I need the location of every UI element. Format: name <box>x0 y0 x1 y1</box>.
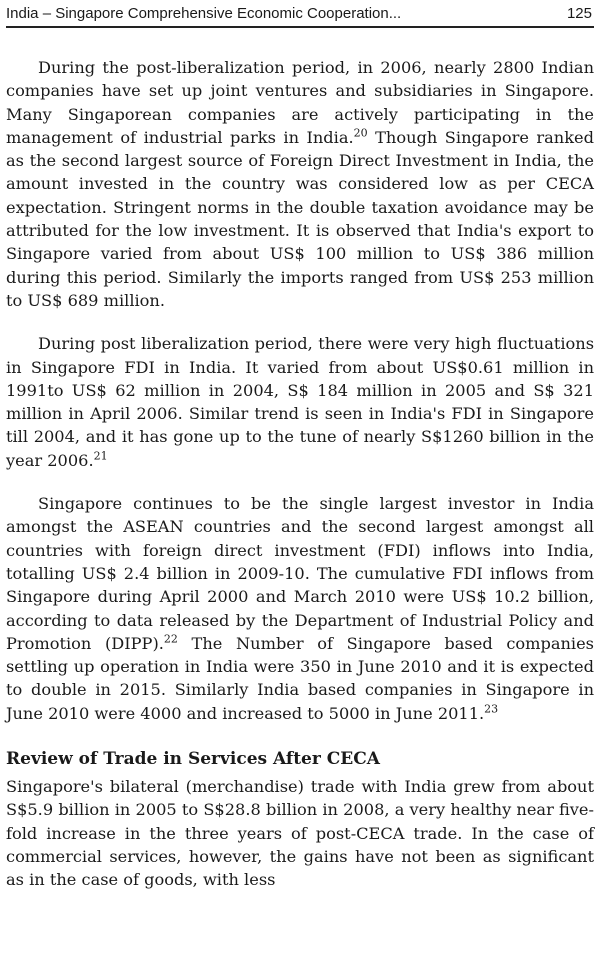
paragraph-4: Singapore's bilateral (merchandise) trade with India grew from about S$5.9 billion in 2005 to S$28.8 billion in 2008, a very healthy near five-fold increase in the three years of post-CECA trade. In the case of commercial services, however, the gains have not been as significant as in the case of goods, with less <box>6 777 594 890</box>
footnote-ref-22: 22 <box>163 632 178 646</box>
section-heading: Review of Trade in Services After CECA <box>6 749 380 770</box>
running-header <box>6 2 594 28</box>
footnote-ref-20: 20 <box>353 126 368 140</box>
footnote-ref-21: 21 <box>93 449 108 463</box>
running-header-title: India – Singapore Comprehensive Economic Cooperation... <box>6 5 402 22</box>
paragraph-1-text: During the post-liberalization period, in 2006, nearly 2800 Indian companies have set up joint ventures and subsidiaries in Singapore. Many Singaporean companies are actively participating in the management of industrial parks in India. <box>6 58 594 147</box>
paragraph-2 <box>6 332 594 472</box>
page-number: 125 <box>566 5 592 22</box>
paragraph-3-text-continued: The Number of Singapore based companies settling up operation in India were 350 in June 2010 and it is expected to double in 2015. Similarly India based companies in Singapore in June 2010 were 4000 and increased to 5000 in June 2011. <box>6 633 594 723</box>
body-text <box>6 56 594 892</box>
paragraph-3-text: Singapore continues to be the single largest investor in India amongst the ASEAN countries and the second largest amongst all countries with foreign direct investment (FDI) inflows into India, totalling US$ 2.4 billion in 2009-10. The cumulative FDI inflows from Singapore during April 2000 and March 2010 were US$ 10.2 billion, according to data released by the Department of Industrial Policy and Promotion (DIPP). <box>6 494 594 653</box>
footnote-ref-23: 23 <box>484 702 499 716</box>
paragraph-2-text: During post liberalization period, there were very high fluctuations in Singapore FDI in India. It varied from about US$0.61 million in 1991to US$ 62 million in 2004, S$ 184 million in 2005 and S$ 321 million in April 2006. Similar trend is seen in India's FDI in Singapore till 2004, and it has gone up to the tune of nearly S$1260 billion in the year 2006. <box>6 334 594 470</box>
paragraph-1 <box>6 56 594 312</box>
paragraph-3 <box>6 492 594 725</box>
paragraph-1-text-continued: Though Singapore ranked as the second largest source of Foreign Direct Investment in India, the amount invested in the country was considered low as per CECA expectation. Stringent norms in the double taxation avoidance may be attributed for the low investment. It is observed that India's export to Singapore varied from about US$ 100 million to US$ 386 million during this period. Similarly the imports ranged from US$ 253 million to US$ 689 million. <box>6 127 594 310</box>
